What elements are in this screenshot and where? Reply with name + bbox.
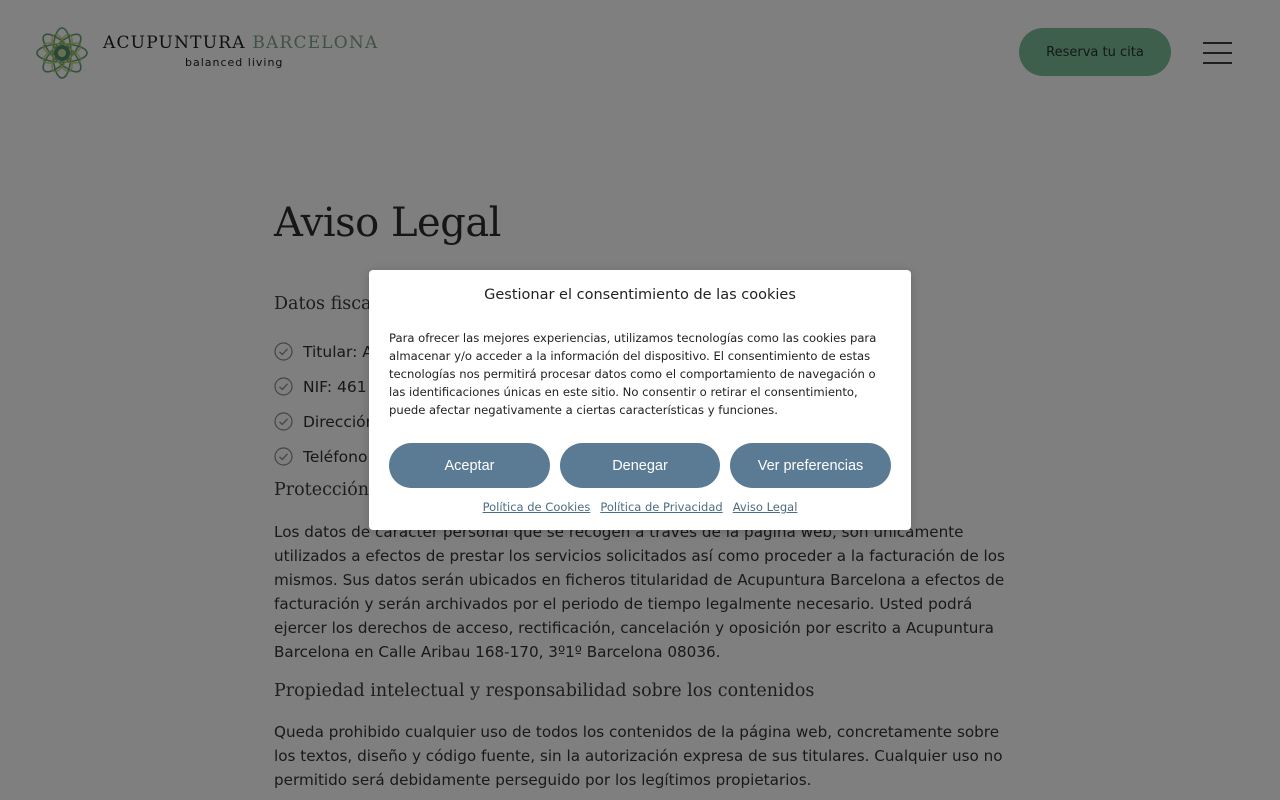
cookie-policy-link[interactable]: Política de Cookies	[482, 500, 591, 514]
accept-button[interactable]: Aceptar	[389, 443, 550, 488]
preferences-button[interactable]: Ver preferencias	[730, 443, 891, 488]
cookie-dialog-title: Gestionar el consentimiento de las cookies	[484, 287, 796, 303]
cookie-dialog-text: Para ofrecer las mejores experiencias, utilizamos tecnologías como las cookies para almacenar y/o acceder a la información del dispositivo. El consentimiento de estas tecnologías nos permitirá procesar datos como el comportamiento de navegación o las identificaciones únicas en este sitio. No consentir o retirar el consentimiento, puede afectar negativamente a ciertas características y funciones.	[389, 331, 877, 417]
cookie-consent-dialog	[369, 270, 911, 530]
privacy-policy-link[interactable]: Política de Privacidad	[600, 500, 723, 514]
legal-notice-link[interactable]: Aviso Legal	[732, 500, 798, 514]
cookie-policy-links	[369, 500, 911, 514]
deny-button[interactable]: Denegar	[560, 443, 720, 488]
